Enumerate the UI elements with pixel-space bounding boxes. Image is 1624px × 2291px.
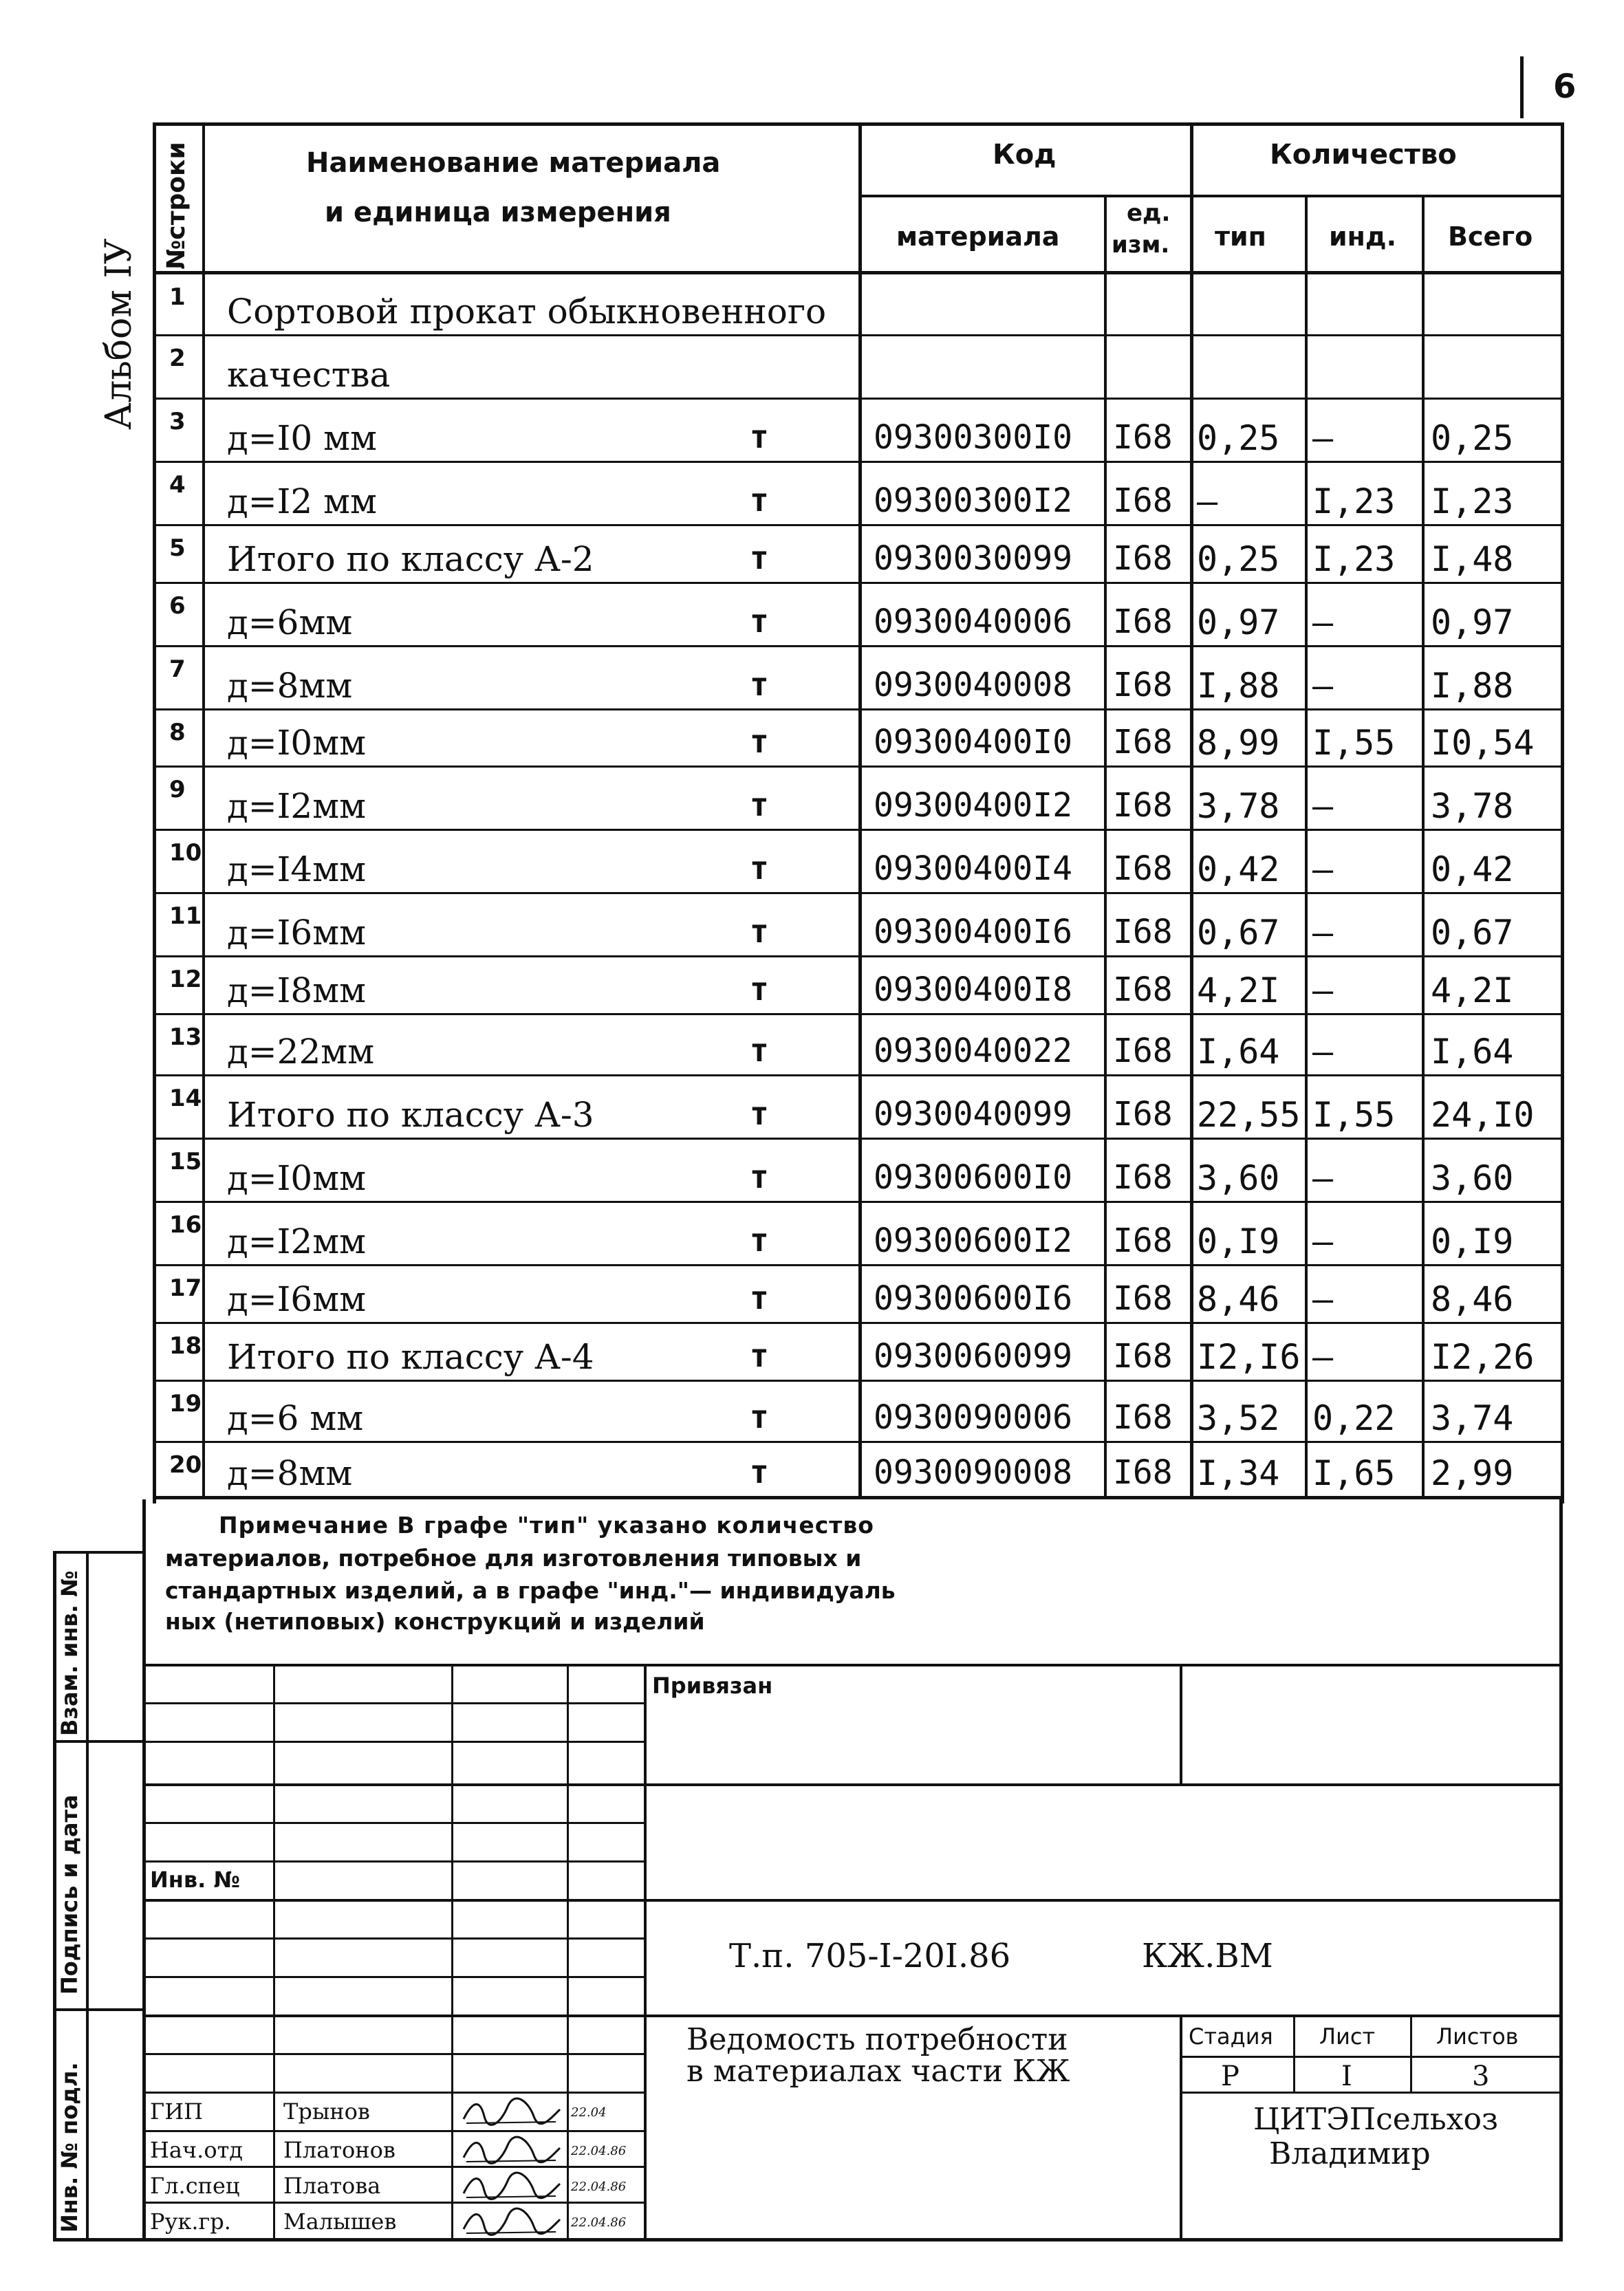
cell-name: качества — [227, 355, 391, 395]
row-number: 5 — [169, 534, 186, 562]
signer-role: Гл.спец — [150, 2173, 240, 2199]
row-number: 11 — [169, 902, 202, 930]
code-material-header: материала — [896, 221, 1060, 252]
qty-type-header: тип — [1215, 221, 1266, 252]
cell-total: 0,42 — [1431, 849, 1514, 889]
cell-ind: – — [1312, 1032, 1334, 1072]
cell-code: 0930030099 — [874, 539, 1072, 578]
cell-u: I68 — [1113, 418, 1173, 457]
cell-u: I68 — [1113, 1158, 1173, 1197]
side-label-podpis: Подпись и дата — [56, 1794, 83, 1995]
cell-unit: т — [750, 1453, 769, 1490]
cell-code: 09300600I6 — [874, 1279, 1072, 1318]
cell-ind: I,65 — [1312, 1453, 1396, 1493]
cell-total: 4,2I — [1431, 970, 1514, 1010]
signer-name: Малышев — [283, 2208, 397, 2235]
row-number: 16 — [169, 1211, 202, 1239]
cell-code: 09300300I2 — [874, 481, 1072, 520]
cell-name: д=6 мм — [227, 1398, 364, 1438]
cell-name: Итого по классу А-4 — [227, 1337, 594, 1377]
signer-role: Рук.гр. — [150, 2208, 231, 2235]
signer-date: 22.04.86 — [571, 2180, 627, 2194]
row-number: 1 — [169, 283, 186, 311]
cell-tip: 0,42 — [1197, 849, 1280, 889]
cell-ind: – — [1312, 1158, 1334, 1198]
cell-code: 09300600I0 — [874, 1158, 1072, 1197]
page-number: 6 — [1553, 67, 1577, 106]
album-label: Альбом IУ — [98, 238, 140, 430]
cell-u: I68 — [1113, 970, 1173, 1009]
cell-ind: – — [1312, 913, 1334, 953]
cell-u: I68 — [1113, 666, 1173, 704]
code-group-header: Код — [993, 139, 1057, 171]
sheet-label: Лист — [1319, 2023, 1376, 2050]
cell-name: д=I8мм — [227, 970, 367, 1010]
cell-name: д=I0мм — [227, 723, 367, 763]
code-unit-header-2: изм. — [1112, 231, 1170, 259]
cell-name: д=I2 мм — [227, 481, 377, 521]
signature-scribble — [459, 2096, 563, 2130]
cell-ind: – — [1312, 786, 1334, 826]
cell-ind: – — [1312, 1337, 1334, 1377]
cell-unit: т — [750, 666, 769, 703]
row-number: 7 — [169, 655, 186, 683]
cell-ind: – — [1312, 970, 1334, 1010]
organization-line2: Владимир — [1269, 2136, 1431, 2171]
cell-name: Итого по классу А-2 — [227, 539, 594, 579]
cell-tip: 0,67 — [1197, 913, 1280, 953]
signer-date: 22.04 — [571, 2105, 607, 2120]
cell-u: I68 — [1113, 481, 1173, 520]
document-code: Т.п. 705-I-20I.86 — [729, 1937, 1011, 1975]
signer-role: Нач.отд — [150, 2137, 243, 2163]
row-number: 14 — [169, 1085, 202, 1112]
row-number: 17 — [169, 1274, 202, 1302]
cell-tip: – — [1197, 481, 1218, 521]
cell-name: Сортовой прокат обыкновенного — [227, 292, 827, 332]
cell-unit: т — [750, 1279, 769, 1316]
cell-ind: – — [1312, 1221, 1334, 1261]
sheet-title-line2: в материалах части КЖ — [686, 2054, 1070, 2089]
cell-unit: т — [750, 913, 769, 950]
cell-name: д=I0 мм — [227, 418, 377, 458]
cell-code: 0930060099 — [874, 1337, 1072, 1376]
signature-scribble — [459, 2134, 563, 2169]
cell-tip: 0,I9 — [1197, 1221, 1280, 1261]
cell-unit: т — [750, 602, 769, 640]
stage-label: Стадия — [1189, 2023, 1273, 2050]
cell-total: 0,25 — [1431, 418, 1514, 458]
cell-code: 09300300I0 — [874, 418, 1072, 457]
cell-ind: I,55 — [1312, 723, 1396, 763]
cell-u: I68 — [1113, 1095, 1173, 1133]
note-line-3: стандартных изделий, а в графе "инд."— индивидуаль — [165, 1577, 896, 1604]
cell-unit: т — [750, 1095, 769, 1132]
cell-name: д=I2мм — [227, 786, 367, 826]
note-text-1: Примечание В графе "тип" указано количество — [219, 1512, 874, 1539]
cell-ind: I,23 — [1312, 481, 1396, 521]
cell-code: 0930090006 — [874, 1398, 1072, 1437]
cell-code: 0930040006 — [874, 602, 1072, 641]
cell-unit: т — [750, 481, 769, 519]
signature-scribble — [459, 2170, 563, 2204]
cell-ind: – — [1312, 602, 1334, 642]
cell-unit: т — [750, 970, 769, 1008]
row-number: 4 — [169, 471, 186, 499]
cell-u: I68 — [1113, 1337, 1173, 1376]
cell-total: 0,67 — [1431, 913, 1514, 953]
signer-name: Платонов — [283, 2137, 396, 2163]
side-label-inv-podl: Инв. № подл. — [56, 2062, 83, 2233]
cell-ind: I,55 — [1312, 1095, 1396, 1135]
cell-total: 0,I9 — [1431, 1221, 1514, 1261]
signer-role: ГИП — [150, 2098, 203, 2125]
cell-u: I68 — [1113, 1453, 1173, 1492]
cell-u: I68 — [1113, 786, 1173, 825]
qty-ind-header: инд. — [1329, 221, 1397, 252]
cell-name: д=I0мм — [227, 1158, 367, 1198]
cell-u: I68 — [1113, 602, 1173, 641]
cell-code: 09300400I8 — [874, 970, 1072, 1009]
inv-no-label: Инв. № — [150, 1867, 240, 1893]
cell-name: д=8мм — [227, 1453, 353, 1493]
cell-tip: I,64 — [1197, 1032, 1280, 1072]
note-line-4: ных (нетиповых) конструкций и изделий — [165, 1608, 705, 1635]
cell-tip: 3,78 — [1197, 786, 1280, 826]
cell-name: д=I2мм — [227, 1221, 367, 1261]
cell-code: 09300400I4 — [874, 849, 1072, 888]
cell-unit: т — [750, 418, 769, 455]
cell-code: 0930040008 — [874, 666, 1072, 704]
cell-tip: I,34 — [1197, 1453, 1280, 1493]
cell-name: д=22мм — [227, 1032, 375, 1072]
cell-ind: – — [1312, 666, 1334, 706]
cell-total: 2,99 — [1431, 1453, 1514, 1493]
signer-date: 22.04.86 — [571, 2215, 627, 2230]
row-number: 10 — [169, 839, 202, 867]
cell-total: I,48 — [1431, 539, 1514, 579]
cell-unit: т — [750, 1158, 769, 1195]
cell-tip: 8,46 — [1197, 1279, 1280, 1319]
cell-tip: I,88 — [1197, 666, 1280, 706]
row-number: 19 — [169, 1390, 202, 1418]
sheets-value: 3 — [1472, 2061, 1490, 2092]
sheets-label: Листов — [1436, 2023, 1519, 2050]
row-number: 12 — [169, 966, 202, 993]
cell-unit: т — [750, 1337, 769, 1374]
row-number: 3 — [169, 408, 186, 435]
page-number-divider — [1520, 56, 1524, 118]
name-header-line2: и единица измерения — [325, 197, 671, 228]
cell-tip: 22,55 — [1197, 1095, 1301, 1135]
cell-u: I68 — [1113, 1279, 1173, 1318]
sheet-title-line1: Ведомость потребности — [686, 2022, 1068, 2057]
cell-total: 8,46 — [1431, 1279, 1514, 1319]
cell-tip: 4,2I — [1197, 970, 1280, 1010]
cell-tip: I2,I6 — [1197, 1337, 1301, 1377]
cell-ind: – — [1312, 849, 1334, 889]
cell-tip: 0,25 — [1197, 539, 1280, 579]
cell-total: 3,74 — [1431, 1398, 1514, 1438]
cell-ind: I,23 — [1312, 539, 1396, 579]
signer-name: Платова — [283, 2173, 381, 2199]
row-number: 9 — [169, 776, 186, 803]
privyazan-label: Привязан — [652, 1673, 773, 1699]
cell-ind: – — [1312, 1279, 1334, 1319]
cell-total: 24,I0 — [1431, 1095, 1535, 1135]
cell-u: I68 — [1113, 539, 1173, 578]
cell-unit: т — [750, 1221, 769, 1259]
organization-line1: ЦИТЭПсельхоз — [1253, 2102, 1499, 2137]
cell-total: I,64 — [1431, 1032, 1514, 1072]
cell-tip: 8,99 — [1197, 723, 1280, 763]
cell-unit: т — [750, 1032, 769, 1069]
cell-u: I68 — [1113, 913, 1173, 951]
qty-total-header: Всего — [1448, 221, 1533, 252]
cell-tip: 0,97 — [1197, 602, 1280, 642]
qty-group-header: Количество — [1270, 139, 1457, 171]
cell-total: 0,97 — [1431, 602, 1514, 642]
note-line-1 — [219, 1512, 874, 1539]
cell-total: I2,26 — [1431, 1337, 1535, 1377]
cell-u: I68 — [1113, 723, 1173, 761]
row-number: 2 — [169, 345, 186, 372]
signer-name: Трынов — [283, 2098, 370, 2125]
sheet-value: I — [1341, 2061, 1352, 2092]
cell-u: I68 — [1113, 1032, 1173, 1070]
cell-tip: 0,25 — [1197, 418, 1280, 458]
row-number: 13 — [169, 1023, 202, 1051]
cell-ind: – — [1312, 418, 1334, 458]
cell-u: I68 — [1113, 849, 1173, 888]
row-number: 18 — [169, 1332, 202, 1360]
cell-unit: т — [750, 539, 769, 576]
cell-name: Итого по классу А-3 — [227, 1095, 594, 1135]
cell-unit: т — [750, 723, 769, 760]
cell-tip: 3,60 — [1197, 1158, 1280, 1198]
cell-total: I,23 — [1431, 481, 1514, 521]
document-mark: КЖ.ВМ — [1142, 1937, 1273, 1975]
cell-code: 0930090008 — [874, 1453, 1072, 1492]
signature-scribble — [459, 2206, 563, 2240]
cell-name: д=8мм — [227, 666, 353, 706]
cell-total: I,88 — [1431, 666, 1514, 706]
cell-total: 3,78 — [1431, 786, 1514, 826]
cell-name: д=6мм — [227, 602, 353, 642]
cell-total: 3,60 — [1431, 1158, 1514, 1198]
name-header-line1: Наименование материала — [306, 147, 721, 179]
cell-unit: т — [750, 1398, 769, 1435]
cell-name: д=I6мм — [227, 1279, 367, 1319]
cell-code: 0930040022 — [874, 1032, 1072, 1070]
cell-tip: 3,52 — [1197, 1398, 1280, 1438]
row-number: 6 — [169, 592, 186, 620]
row-number: 20 — [169, 1451, 202, 1479]
note-line-2: материалов, потребное для изготовления типовых и — [165, 1545, 862, 1572]
cell-total: I0,54 — [1431, 723, 1535, 763]
cell-name: д=I6мм — [227, 913, 367, 953]
cell-code: 09300400I6 — [874, 913, 1072, 951]
cell-code: 0930040099 — [874, 1095, 1072, 1133]
cell-u: I68 — [1113, 1221, 1173, 1260]
cell-name: д=I4мм — [227, 849, 367, 889]
cell-unit: т — [750, 849, 769, 887]
cell-u: I68 — [1113, 1398, 1173, 1437]
row-number: 8 — [169, 719, 186, 746]
row-number: 15 — [169, 1148, 202, 1175]
cell-ind: 0,22 — [1312, 1398, 1396, 1438]
cell-code: 09300400I0 — [874, 723, 1072, 761]
code-unit-header-1: ед. — [1127, 199, 1171, 227]
cell-code: 09300400I2 — [874, 786, 1072, 825]
side-label-vzam: Взам. инв. № — [56, 1570, 83, 1736]
signer-date: 22.04.86 — [571, 2144, 627, 2158]
row-number-header: №строки — [162, 142, 191, 270]
stage-value: Р — [1221, 2061, 1239, 2092]
cell-unit: т — [750, 786, 769, 823]
cell-code: 09300600I2 — [874, 1221, 1072, 1260]
